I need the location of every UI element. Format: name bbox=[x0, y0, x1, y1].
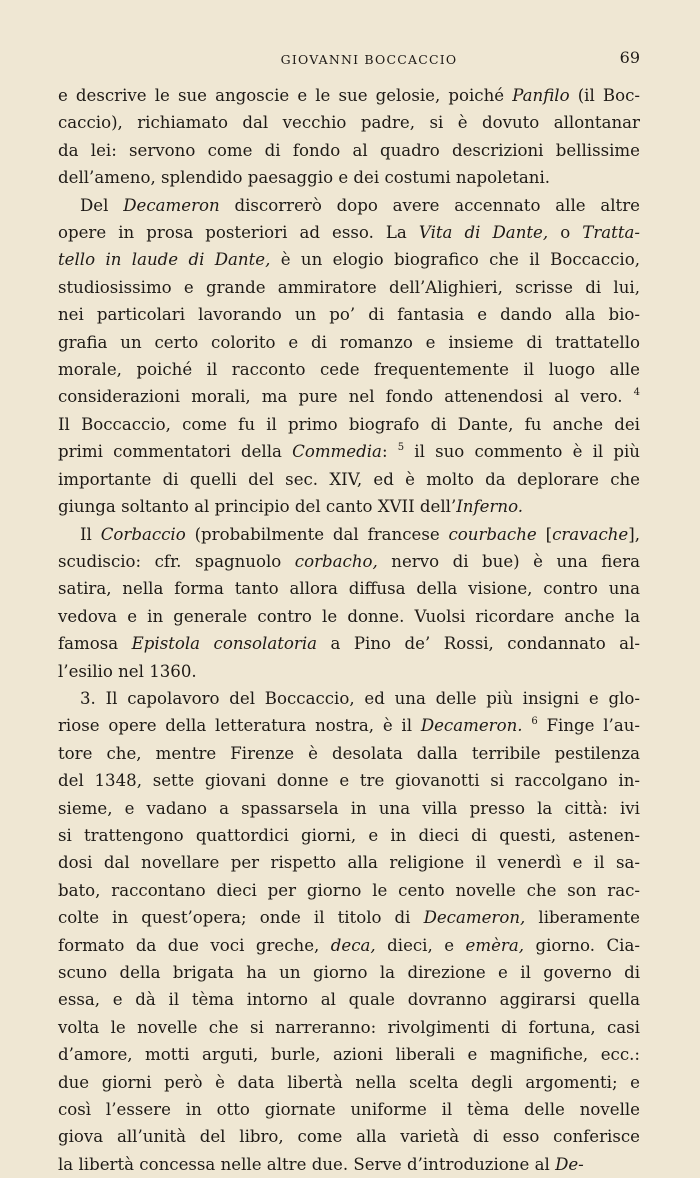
text-segment: colte in quest’opera; onde il titolo di bbox=[58, 908, 424, 928]
italic-text: Decameron, bbox=[423, 908, 526, 928]
paragraph bbox=[58, 521, 640, 685]
text-segment: primi commentatori della bbox=[58, 442, 293, 462]
text-segment: morale, poiché il racconto cede frequentemente il luogo alle bbox=[58, 360, 640, 380]
text-line bbox=[58, 658, 640, 685]
running-header bbox=[58, 46, 640, 74]
text-segment: l’esilio nel 1360. bbox=[58, 661, 197, 681]
paragraph bbox=[58, 192, 640, 521]
text-line bbox=[58, 603, 640, 630]
text-line bbox=[58, 904, 640, 931]
paragraph bbox=[58, 685, 640, 1178]
text-segment: del 1348, sette giovani donne e tre giovanotti si raccolgano in- bbox=[58, 771, 640, 791]
running-title: GIOVANNI BOCCACCIO bbox=[280, 52, 458, 67]
text-line bbox=[58, 1069, 640, 1096]
footnote-marker: 5 bbox=[397, 442, 405, 454]
text-segment: grafia un certo colorito e di romanzo e insieme di trattatello bbox=[58, 332, 640, 352]
text-segment: bato, raccontano dieci per giorno le cento novelle che son rac- bbox=[58, 880, 640, 900]
text-segment: caccio), richiamato dal vecchio padre, si è dovuto allontanar bbox=[58, 113, 640, 133]
text-line bbox=[58, 274, 640, 301]
text-line bbox=[58, 959, 640, 986]
text-segment: studiosissimo e grande ammiratore dell’Alighieri, scrisse di lui, bbox=[58, 277, 640, 297]
text-segment: Il bbox=[80, 524, 101, 544]
text-segment: tore che, mentre Firenze è desolata dalla terribile pestilenza bbox=[58, 743, 640, 763]
text-segment: si trattengono quattordici giorni, e in dieci di questi, astenen- bbox=[58, 825, 640, 845]
text-segment: da lei: servono come di fondo al quadro descrizioni bellissime bbox=[58, 140, 640, 160]
text-segment: e descrive le sue angoscie e le sue gelosie, poiché bbox=[58, 86, 513, 105]
text-line bbox=[58, 740, 640, 767]
italic-text: Inferno. bbox=[456, 497, 524, 517]
text-segment: la libertà concessa nelle altre due. Serve d’introduzione al bbox=[58, 1154, 556, 1174]
text-segment: Il Boccaccio, come fu il primo biografo di Dante, fu anche dei bbox=[58, 414, 640, 434]
text-segment: [ bbox=[536, 524, 553, 544]
text-segment: due giorni però è data libertà nella scelta degli argomenti; e bbox=[58, 1072, 640, 1092]
text-segment: considerazioni morali, ma pure nel fondo attenendosi al vero. bbox=[58, 387, 634, 407]
italic-text: Epistola consolatoria bbox=[131, 634, 318, 654]
text-line bbox=[58, 630, 640, 657]
text-line bbox=[58, 1096, 640, 1123]
text-segment: nei particolari lavorando un po’ di fantasia e dando alla bio- bbox=[58, 305, 640, 325]
text-line bbox=[58, 164, 640, 191]
text-segment: (il Boc- bbox=[569, 86, 640, 105]
body-text bbox=[58, 82, 640, 1178]
italic-text: Vita di Dante, bbox=[418, 223, 549, 243]
italic-text: cravache bbox=[552, 524, 629, 544]
text-line bbox=[58, 521, 640, 548]
italic-text: tello in laude di Dante, bbox=[58, 250, 271, 270]
text-segment: ], bbox=[628, 524, 640, 544]
text-segment: riose opere della letteratura nostra, è il bbox=[58, 716, 421, 736]
text-segment: liberamente bbox=[525, 908, 641, 928]
text-segment: a Pino de’ Rossi, condannato al- bbox=[317, 634, 640, 654]
text-segment: volta le novelle che si narreranno: rivolgimenti di fortuna, casi bbox=[58, 1017, 640, 1037]
text-line bbox=[58, 1123, 640, 1150]
page-number: 69 bbox=[619, 48, 640, 67]
italic-text: Tratta- bbox=[582, 223, 640, 243]
text-line bbox=[58, 1014, 640, 1041]
text-segment: discorrerò dopo avere accennato alle altre bbox=[219, 195, 640, 215]
text-segment: d’amore, motti arguti, burle, azioni liberali e magnifiche, ecc.: bbox=[58, 1045, 640, 1065]
text-line bbox=[58, 109, 640, 136]
text-line bbox=[58, 466, 640, 493]
text-segment: dieci, e bbox=[375, 935, 466, 955]
text-line bbox=[58, 219, 640, 246]
text-segment: importante di quelli del sec. XIV, ed è molto da deplorare che bbox=[58, 469, 640, 489]
text-line bbox=[58, 411, 640, 438]
text-line bbox=[58, 877, 640, 904]
text-segment: giorno. Cia- bbox=[524, 935, 640, 955]
italic-text: Panfilo bbox=[512, 86, 570, 105]
text-segment: 3. Il capolavoro del Boccaccio, ed una delle più insigni e glo- bbox=[80, 688, 640, 708]
italic-text: Decameron bbox=[123, 195, 220, 215]
text-segment: nervo di bue) è una fiera bbox=[377, 551, 640, 571]
text-segment: satira, nella forma tanto allora diffusa della visione, contro una bbox=[58, 579, 640, 599]
text-line bbox=[58, 82, 640, 109]
text-line bbox=[58, 1041, 640, 1068]
footnote-marker: 6 bbox=[531, 716, 538, 728]
text-line bbox=[58, 767, 640, 794]
text-line bbox=[58, 1151, 640, 1178]
text-segment: è un elogio biografico che il Boccaccio, bbox=[270, 250, 640, 270]
text-line bbox=[58, 493, 640, 520]
text-segment: formato da due voci greche, bbox=[58, 935, 331, 955]
text-segment: il suo commento è il più bbox=[404, 442, 640, 462]
italic-text: emèra, bbox=[465, 935, 525, 955]
italic-text: corbacho, bbox=[294, 551, 378, 571]
text-line bbox=[58, 137, 640, 164]
footnote-marker: 4 bbox=[633, 387, 640, 399]
italic-text: Commedia bbox=[292, 442, 382, 462]
text-segment: dosi dal novellare per rispetto alla religione il venerdì e il sa- bbox=[58, 853, 640, 873]
text-segment: scuno della brigata ha un giorno la direzione e il governo di bbox=[58, 963, 640, 982]
text-line bbox=[58, 712, 640, 739]
text-segment: Del bbox=[80, 195, 124, 215]
text-segment: essa, e dà il tèma intorno al quale dovranno aggirarsi quella bbox=[58, 990, 640, 1010]
italic-text: courbache bbox=[448, 524, 537, 544]
italic-text: deca, bbox=[330, 935, 376, 955]
text-segment: : bbox=[381, 442, 398, 462]
text-segment: (probabilmente dal francese bbox=[185, 524, 449, 544]
book-page bbox=[58, 46, 640, 1178]
text-line bbox=[58, 986, 640, 1013]
text-line bbox=[58, 356, 640, 383]
text-line bbox=[58, 822, 640, 849]
text-segment: sieme, e vadano a spassarsela in una villa presso la città: ivi bbox=[58, 798, 640, 818]
text-line bbox=[58, 548, 640, 575]
text-segment: famosa bbox=[58, 634, 132, 654]
text-line bbox=[58, 301, 640, 328]
text-line bbox=[58, 795, 640, 822]
italic-text: Decameron. bbox=[420, 716, 523, 736]
italic-text: Corbaccio bbox=[100, 524, 186, 544]
text-segment: giunga soltanto al principio del canto XVII dell’ bbox=[58, 497, 457, 517]
paragraph bbox=[58, 82, 640, 192]
text-line bbox=[58, 932, 640, 959]
text-line bbox=[58, 849, 640, 876]
text-segment: opere in prosa posteriori ad esso. La bbox=[58, 223, 419, 243]
text-segment: o bbox=[548, 223, 583, 243]
text-line bbox=[58, 246, 640, 273]
text-segment: vedova e in generale contro le donne. Vuolsi ricordare anche la bbox=[58, 606, 640, 626]
text-line bbox=[58, 685, 640, 712]
text-segment: giova all’unità del libro, come alla varietà di esso conferisce bbox=[58, 1127, 640, 1147]
text-segment: così l’essere in otto giornate uniforme il tèma delle novelle bbox=[58, 1100, 640, 1120]
text-line bbox=[58, 192, 640, 219]
text-line bbox=[58, 575, 640, 602]
text-segment: Finge l’au- bbox=[537, 716, 640, 736]
text-line bbox=[58, 383, 640, 410]
text-segment: dell’ameno, splendido paesaggio e dei costumi napoletani. bbox=[58, 168, 551, 188]
text-segment: scudiscio: cfr. spagnuolo bbox=[58, 551, 295, 571]
italic-text: De- bbox=[555, 1154, 584, 1174]
text-line bbox=[58, 329, 640, 356]
text-line bbox=[58, 438, 640, 465]
